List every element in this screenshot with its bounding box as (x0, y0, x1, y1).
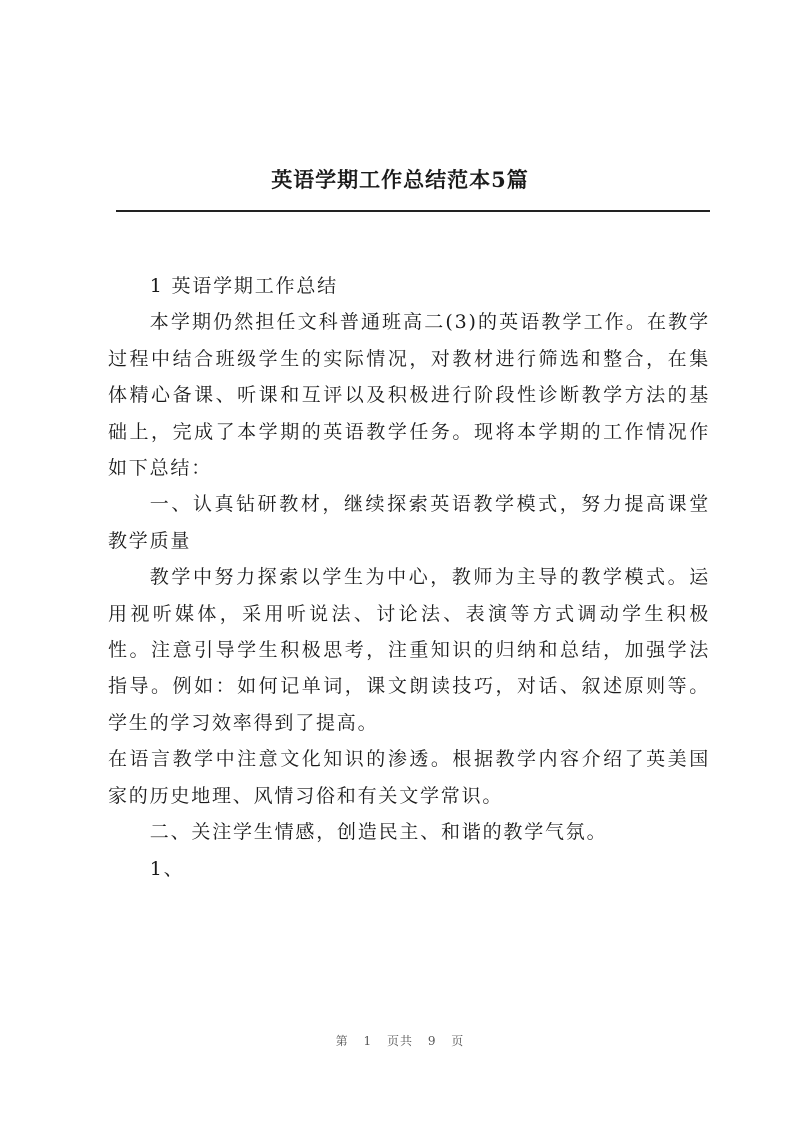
footer-total-pages: 9 (427, 1034, 437, 1048)
section-heading-1: 1 英语学期工作总结 (149, 275, 338, 297)
footer-page-mid: 页共 (386, 1034, 413, 1048)
subheading-one: 一、认真钻研教材，继续探索英语教学模式，努力提高课堂教学质量 (108, 493, 710, 552)
list-item-number: 1、 (149, 857, 185, 880)
title-divider (116, 210, 710, 212)
subheading-two: 二、关注学生情感，创造民主、和谐的教学气氛。 (149, 821, 608, 844)
document-body (108, 268, 710, 887)
footer-page-prefix: 第 (335, 1034, 349, 1048)
intro-paragraph: 本学期仍然担任文科普通班高二(3)的英语教学工作。在教学过程中结合班级学生的实际情况，对教材进行筛选和整合，在集体精心备课、听课和互评以及积极进行阶段性诊断教学方法的基础上，完成了本学期的英语教学任务。现将本学期的工作情况作如下总结： (108, 311, 710, 480)
body-paragraph: 教学中努力探索以学生为中心，教师为主导的教学模式。运用视听媒体，采用听说法、讨论法、表演等方式调动学生积极性。注意引导学生积极思考，注重知识的归纳和总结，加强学法指导。例如：如何记单词，课文朗读技巧，对话、叙述原则等。学生的学习效率得到了提高。 (108, 566, 710, 734)
document-title: 英语学期工作总结范本5篇 (271, 167, 529, 192)
footer-page-number: 1 (363, 1034, 373, 1048)
page-footer (0, 1032, 800, 1049)
footer-page-suffix: 页 (451, 1034, 465, 1048)
body-paragraph-culture: 在语言教学中注意文化知识的渗透。根据教学内容介绍了英美国家的历史地理、风情习俗和有关文学常识。 (108, 748, 710, 807)
